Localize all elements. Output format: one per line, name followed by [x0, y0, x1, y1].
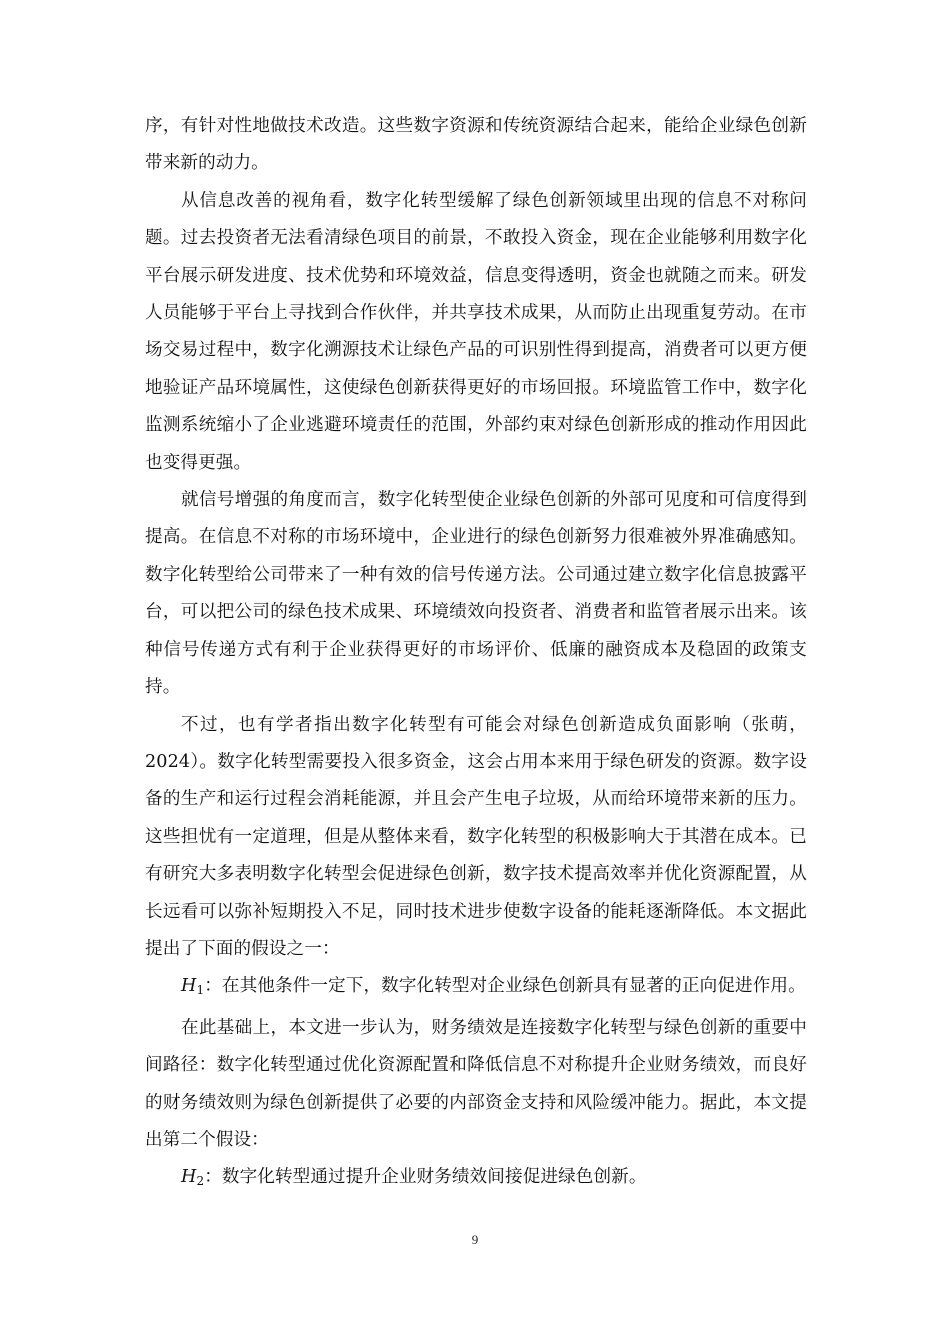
hypothesis-2 [145, 1159, 807, 1200]
hypothesis-1-subscript: 1 [196, 983, 205, 998]
paragraph-information-improvement: 从信息改善的视角看，数字化转型缓解了绿色创新领域里出现的信息不对称问题。过去投资者无法看清绿色项目的前景，不敢投入资金，现在企业能够利用数字化平台展示研发进度、技术优势和环境效益，信息变得透明，资金也就随之而来。研发人员能够于平台上寻找到合作伙伴，并共享技术成果，从而防止出现重复劳动。在市场交易过程中，数字化溯源技术让绿色产品的可识别性得到提高，消费者可以更方便地验证产品环境属性，这使绿色创新获得更好的市场回报。环境监管工作中，数字化监测系统缩小了企业逃避环境责任的范围，外部约束对绿色创新形成的推动作用因此也变得更强。 [145, 190, 807, 473]
hypothesis-1-symbol: H [181, 976, 197, 997]
page-number: 9 [471, 1232, 479, 1247]
hypothesis-2-symbol: H [181, 1167, 197, 1188]
hypothesis-1-text: ：在其他条件一定下，数字化转型对企业绿色创新具有显著的正向促进作用。 [204, 976, 806, 997]
paragraph-financial-performance: 在此基础上，本文进一步认为，财务绩效是连接数字化转型与绿色创新的重要中间路径：数字化转型通过优化资源配置和降低信息不对称提升企业财务绩效，而良好的财务绩效则为绿色创新提供了必要的内部资金支持和风险缓冲能力。据此，本文提出第二个假设： [145, 1017, 807, 1150]
hypothesis-2-subscript: 2 [196, 1174, 205, 1189]
paragraph-continued: 序，有针对性地做技术改造。这些数字资源和传统资源结合起来，能给企业绿色创新带来新的动力。 [145, 116, 807, 174]
hypothesis-1 [145, 968, 807, 1009]
hypothesis-2-text: ：数字化转型通过提升企业财务绩效间接促进绿色创新。 [204, 1167, 647, 1188]
paragraph-signal-enhancement: 就信号增强的角度而言，数字化转型使企业绿色创新的外部可见度和可信度得到提高。在信息不对称的市场环境中，企业进行的绿色创新努力很难被外界准确感知。数字化转型给公司带来了一种有效的信号传递方法。公司通过建立数字化信息披露平台，可以把公司的绿色技术成果、环境绩效向投资者、消费者和监管者展示出来。该种信号传递方式有利于企业获得更好的市场评价、低廉的融资成本及稳固的政策支持。 [145, 490, 807, 698]
paragraph-negative-effects: 不过，也有学者指出数字化转型有可能会对绿色创新造成负面影响（张萌，2024）。数字化转型需要投入很多资金，这会占用本来用于绿色研发的资源。数字设备的生产和运行过程会消耗能源，并且会产生电子垃圾，从而给环境带来新的压力。这些担忧有一定道理，但是从整体来看，数字化转型的积极影响大于其潜在成本。已有研究大多表明数字化转型会促进绿色创新，数字技术提高效率并优化资源配置，从长远看可以弥补短期投入不足，同时技术进步使数字设备的能耗逐渐降低。本文据此提出了下面的假设之一： [145, 714, 807, 959]
body-text [145, 108, 807, 1201]
